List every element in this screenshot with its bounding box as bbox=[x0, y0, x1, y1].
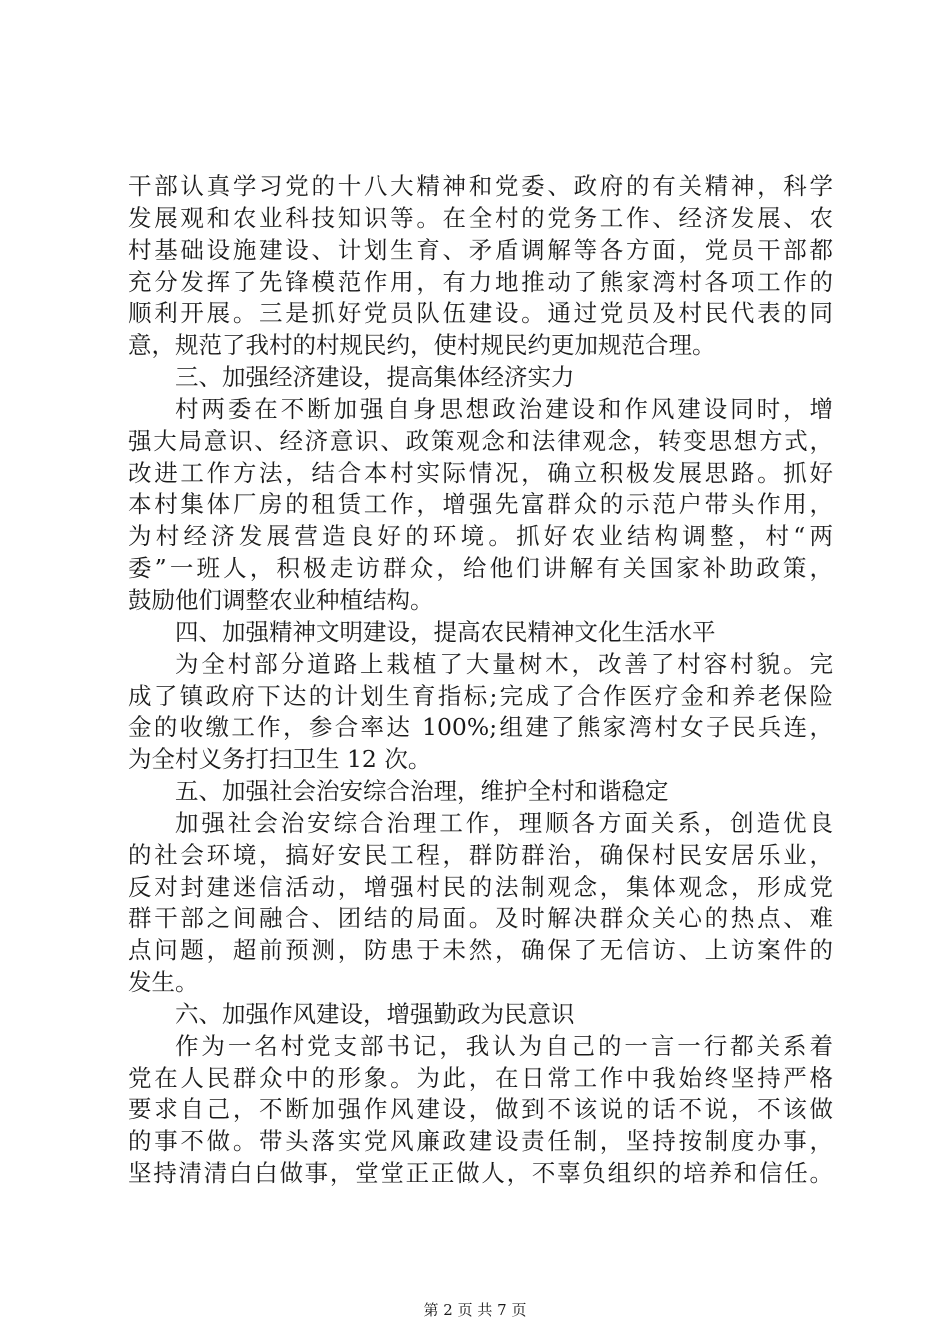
section-heading: 三、加强经济建设，提高集体经济实力 bbox=[175, 363, 575, 392]
text-line: 的社会环境，搞好安民工程，群防群治，确保村民安居乐业， bbox=[128, 840, 833, 869]
text-line: 村两委在不断加强自身思想政治建设和作风建设同时，增 bbox=[175, 394, 833, 423]
text-line: 为村经济发展营造良好的环境。抓好农业结构调整，村“两 bbox=[128, 522, 833, 551]
text-line: 加强社会治安综合治理工作，理顺各方面关系，创造优良 bbox=[175, 808, 833, 837]
text-line: 金的收缴工作，参合率达 100%;组建了熊家湾村女子民兵连， bbox=[128, 713, 833, 742]
page-footer: 第 2 页 共 7 页 bbox=[423, 1301, 527, 1319]
text-line: 发展观和农业科技知识等。在全村的党务工作、经济发展、农 bbox=[128, 203, 833, 232]
section-heading: 四、加强精神文明建设，提高农民精神文化生活水平 bbox=[175, 617, 716, 646]
text-line: 成了镇政府下达的计划生育指标;完成了合作医疗金和养老保险 bbox=[128, 681, 833, 710]
section-heading: 五、加强社会治安综合治理，维护全村和谐稳定 bbox=[175, 777, 669, 806]
text-line: 要求自己，不断加强作风建设，做到不该说的话不说，不该做 bbox=[128, 1095, 833, 1124]
text-line: 点问题，超前预测，防患于未然，确保了无信访、上访案件的 bbox=[128, 936, 833, 965]
text-line: 为全村部分道路上栽植了大量树木，改善了村容村貌。完 bbox=[175, 649, 833, 678]
text-line: 本村集体厂房的租赁工作，增强先富群众的示范户带头作用， bbox=[128, 490, 833, 519]
text-line: 坚持清清白白做事，堂堂正正做人，不辜负组织的培养和信任。 bbox=[128, 1159, 833, 1188]
text-line: 顺利开展。三是抓好党员队伍建设。通过党员及村民代表的同 bbox=[128, 299, 833, 328]
text-line: 村基础设施建设、计划生育、矛盾调解等各方面，党员干部都 bbox=[128, 235, 833, 264]
text-line: 的事不做。带头落实党风廉政建设责任制，坚持按制度办事， bbox=[128, 1127, 833, 1156]
body-text bbox=[128, 171, 833, 1190]
text-line: 作为一名村党支部书记，我认为自己的一言一行都关系着 bbox=[175, 1031, 833, 1060]
text-line: 为全村义务打扫卫生 12 次。 bbox=[128, 745, 432, 774]
text-line: 改进工作方法，结合本村实际情况，确立积极发展思路。抓好 bbox=[128, 458, 833, 487]
text-line: 充分发挥了先锋模范作用，有力地推动了熊家湾村各项工作的 bbox=[128, 267, 833, 296]
section-heading: 六、加强作风建设，增强勤政为民意识 bbox=[175, 999, 575, 1028]
text-line: 党在人民群众中的形象。为此，在日常工作中我始终坚持严格 bbox=[128, 1063, 833, 1092]
text-line: 群干部之间融合、团结的局面。及时解决群众关心的热点、难 bbox=[128, 904, 833, 933]
text-line: 鼓励他们调整农业种植结构。 bbox=[128, 585, 434, 614]
text-line: 发生。 bbox=[128, 968, 199, 997]
text-line: 干部认真学习党的十八大精神和党委、政府的有关精神，科学 bbox=[128, 172, 833, 200]
text-line: 意，规范了我村的村规民约，使村规民约更加规范合理。 bbox=[128, 331, 716, 360]
text-line: 强大局意识、经济意识、政策观念和法律观念，转变思想方式， bbox=[128, 426, 833, 455]
text-line: 反对封建迷信活动，增强村民的法制观念，集体观念，形成党 bbox=[128, 872, 833, 901]
text-line: 委”一班人，积极走访群众，给他们讲解有关国家补助政策， bbox=[128, 554, 833, 583]
